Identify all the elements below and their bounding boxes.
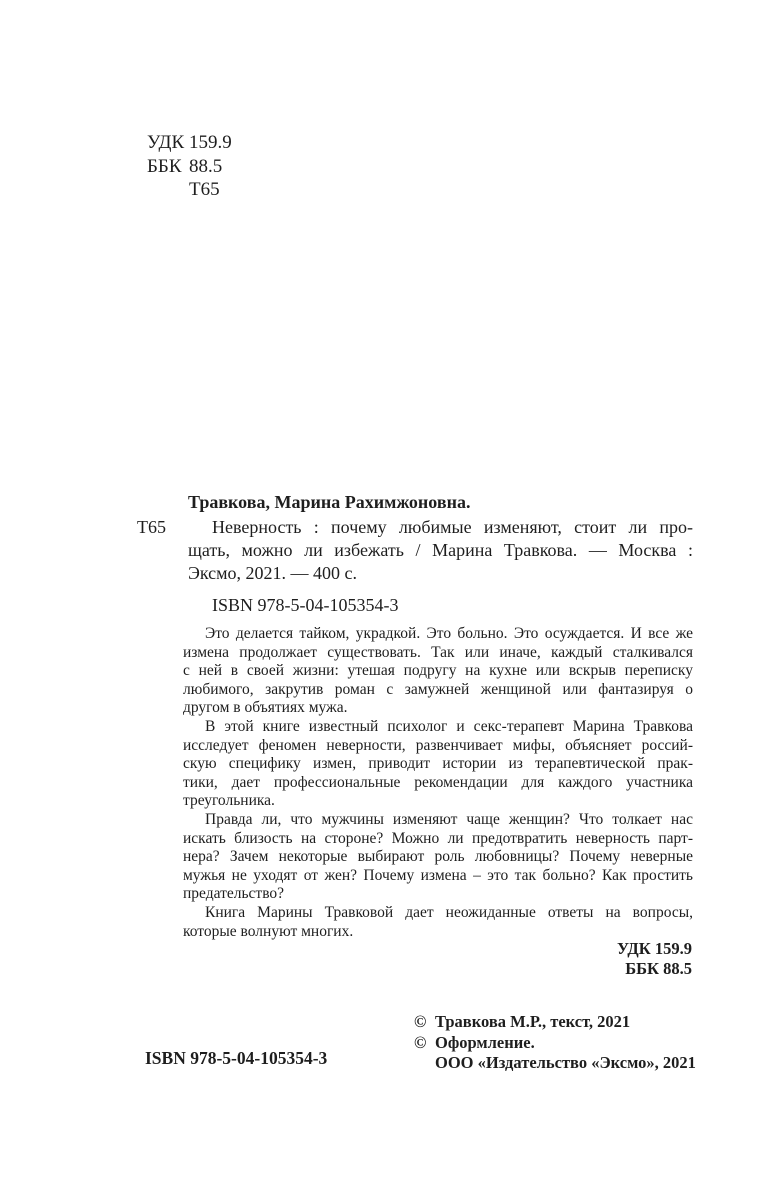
annotation-line: Книга Марины Травковой дает неожиданные ответы на вопросы, bbox=[205, 903, 693, 921]
card-code: Т65 bbox=[137, 517, 166, 537]
annotation-line: измена продолжает существовать. Так или иначе, каждый сталкивался bbox=[183, 643, 693, 661]
bib-line: щать, можно ли избежать / Марина Травкова. — Москва : bbox=[188, 540, 693, 561]
udk-code-row bbox=[147, 131, 232, 155]
annotation-line: с ней в своей жизни: утешая подругу на кухне или вскрыв переписку bbox=[183, 662, 693, 680]
annotation-line: Правда ли, что мужчины изменяют чаще женщин? Что толкает нас bbox=[205, 810, 693, 828]
isbn-card: ISBN 978-5-04-105354-3 bbox=[212, 595, 399, 615]
copyright-text: Травкова М.Р., текст, 2021 bbox=[435, 1012, 631, 1031]
isbn-footer: ISBN 978-5-04-105354-3 bbox=[145, 1048, 328, 1068]
copyright-sign bbox=[414, 1053, 435, 1074]
annotation-line: мужья не уходят от жен? Почему измена – это так больно? Как простить bbox=[183, 866, 693, 884]
author-heading: Травкова, Марина Рахимжоновна. bbox=[188, 492, 471, 512]
annotation-line: искать близость на стороне? Можно ли предотвратить неверность парт- bbox=[183, 829, 693, 847]
annotation-line: скую специфику измен, приводит истории из терапевтической прак- bbox=[183, 755, 693, 773]
annotation-line: тики, дает профессиональные рекомендации для каждого участника bbox=[183, 773, 693, 791]
annotation-line: другом в объятиях мужа. bbox=[183, 699, 348, 717]
annotation-line: нера? Зачем некоторые выбирают роль любовницы? Почему неверные bbox=[183, 848, 693, 866]
author-sign: Т65 bbox=[189, 179, 220, 200]
copyright-text: Оформление. bbox=[435, 1032, 535, 1052]
annotation-block bbox=[183, 625, 693, 941]
annotation-line: В этой книге известный психолог и секс-терапевт Марина Травкова bbox=[205, 717, 693, 735]
annotation-line: любимого, закрутив роман с замужней женщиной или фантазируя о bbox=[183, 680, 693, 698]
copyright-block bbox=[414, 1012, 696, 1074]
bibliographic-record bbox=[137, 516, 693, 586]
bib-line: Эксмо, 2021. — 400 с. bbox=[188, 563, 358, 584]
udk-label: УДК bbox=[147, 132, 185, 153]
bbk-code-bottom: ББК 88.5 bbox=[625, 958, 692, 978]
annotation-line: которые волнуют многих. bbox=[183, 922, 354, 940]
copyright-line bbox=[414, 1033, 696, 1054]
copyright-line bbox=[414, 1012, 696, 1033]
annotation-line: исследует феномен неверности, развенчивает мифы, объясняет россий- bbox=[183, 736, 693, 754]
bbk-value: 88.5 bbox=[189, 155, 223, 177]
udk-value: 159.9 bbox=[189, 132, 232, 153]
udk-code-bottom: УДК 159.9 bbox=[616, 939, 692, 958]
author-sign-row bbox=[147, 178, 232, 202]
annotation-line: треугольника. bbox=[183, 792, 275, 810]
copyright-line bbox=[414, 1053, 696, 1074]
annotation-line: предательство? bbox=[183, 885, 285, 903]
bottom-codes-block bbox=[617, 939, 692, 978]
bib-line: Неверность : почему любимые изменяют, стоит ли про- bbox=[212, 517, 693, 537]
copyright-text: ООО «Издательство «Эксмо», 2021 bbox=[435, 1053, 696, 1073]
bbk-code-row bbox=[147, 155, 232, 179]
copyright-sign: © bbox=[414, 1012, 427, 1031]
annotation-line: Это делается тайком, украдкой. Это больно. Это осуждается. И все же bbox=[205, 625, 693, 642]
bbk-label: ББК bbox=[147, 155, 182, 177]
top-codes-block bbox=[147, 131, 232, 202]
copyright-sign: © bbox=[414, 1032, 427, 1052]
